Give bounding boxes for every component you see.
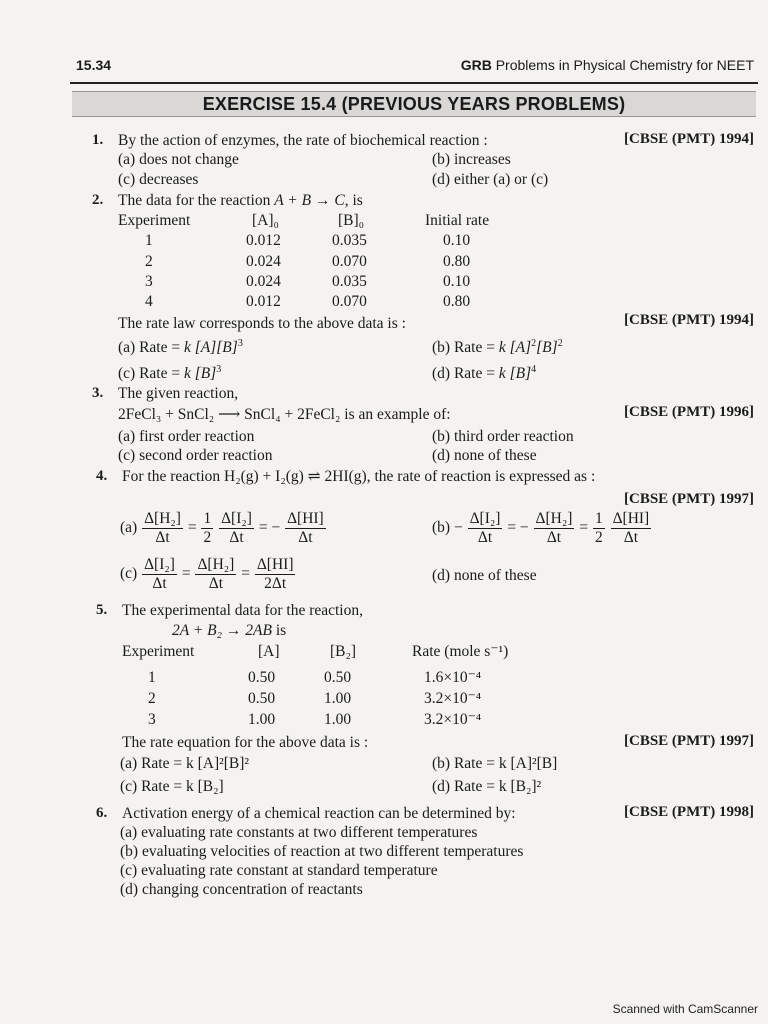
- q5-col-experiment: Experiment: [122, 643, 195, 660]
- q4-option-c: (c) $\frac{\text{Δ[I₂]}}{\Delta t}$ = $\frac{\text{Δ[H₂]}}{\Delta t}$ = $\frac{\Delta[HI]}{2\Delta t}$: [120, 556, 294, 592]
- q5-col-b2: [B₂]: [330, 643, 357, 660]
- q5-cell: 2: [148, 690, 156, 707]
- q3-number: 3.: [92, 385, 104, 401]
- q5-cell: 1.00: [248, 711, 276, 728]
- q6-option-a: (a) evaluating rate constants at two different temperatures: [120, 824, 478, 841]
- q5-cell: 3.2×10⁻⁴: [424, 690, 482, 707]
- q2-option-c: (c) Rate = k $[B]^3$: [118, 364, 222, 382]
- q2-stem: The rate law corresponds to the above data is :: [118, 315, 406, 332]
- q1-option-d: (d) either (a) or (c): [432, 171, 549, 188]
- q6-option-c: (c) evaluating rate constant at standard temperature: [120, 862, 438, 879]
- q2-cell: 3: [145, 273, 153, 290]
- q2-col-rate: Initial rate: [425, 212, 490, 229]
- q2-cell: 0.80: [443, 293, 471, 310]
- q1-number: 1.: [92, 132, 104, 148]
- q2-cell: 0.80: [443, 253, 471, 270]
- q2-cell: 0.024: [246, 253, 281, 270]
- q3-text: The given reaction,: [118, 385, 239, 402]
- q3-option-d: (d) none of these: [432, 447, 537, 464]
- q5-stem: The rate equation for the above data is :: [122, 734, 369, 751]
- q5-cell: 1.00: [324, 711, 352, 728]
- q5-option-a: (a) Rate = k [A]²[B]²: [120, 755, 250, 772]
- q5-cell: 0.50: [324, 669, 352, 686]
- q2-cell: 0.012: [246, 293, 281, 310]
- q2-cell: 4: [145, 293, 153, 310]
- q1-option-b: (b) increases: [432, 151, 511, 168]
- q3-equation: 2FeCl₃ + SnCl₂ ⟶ SnCl₄ + 2FeCl₂ is an example of:: [118, 406, 451, 423]
- q2-number: 2.: [92, 192, 104, 208]
- q2-cell: 1: [145, 232, 153, 249]
- q5-col-rate: Rate (mole s⁻¹): [412, 643, 509, 660]
- page-header: [76, 55, 754, 83]
- q2-option-b: (b) Rate = k $[A]^2[B]^2$: [432, 338, 563, 356]
- q2-option-a: (a) Rate = k $[A][B]^3$: [118, 338, 243, 356]
- q4-option-a: (a) $\frac{\text{Δ[H₂]}}{\Delta t}$ = $\frac{1}{2}$ $\frac{\text{Δ[I₂]}}{\Delta t}$ = − $\frac{\Delta[HI]}{\Delta t}$: [120, 510, 324, 546]
- q2-cell: 0.070: [332, 253, 367, 270]
- q5-cell: 3: [148, 711, 156, 728]
- q2-cell: 0.012: [246, 232, 281, 249]
- q6-text: Activation energy of a chemical reaction can be determined by:: [122, 805, 516, 822]
- q2-source: [CBSE (PMT) 1994]: [624, 312, 754, 328]
- q4-source: [CBSE (PMT) 1997]: [624, 491, 754, 507]
- q2-cell: 0.10: [443, 273, 471, 290]
- q3-option-a: (a) first order reaction: [118, 428, 255, 445]
- q6-option-b: (b) evaluating velocities of reaction at two different temperatures: [120, 843, 524, 860]
- header-rule: [70, 82, 758, 84]
- scanner-watermark: Scanned with CamScanner: [612, 1002, 758, 1016]
- q5-option-d: (d) Rate = k [B₂]²: [432, 778, 542, 795]
- q5-cell: 3.2×10⁻⁴: [424, 711, 482, 728]
- q3-option-c: (c) second order reaction: [118, 447, 273, 464]
- q5-number: 5.: [96, 602, 108, 618]
- q5-cell: 1: [148, 669, 156, 686]
- q2-cell: 0.035: [332, 232, 367, 249]
- q5-text: The experimental data for the reaction,: [122, 602, 363, 619]
- q3-source: [CBSE (PMT) 1996]: [624, 404, 754, 420]
- q5-cell: 1.6×10⁻⁴: [424, 669, 482, 686]
- q5-cell: 0.50: [248, 669, 276, 686]
- q2-option-d: (d) Rate = k $[B]^4$: [432, 364, 537, 382]
- q2-cell: 0.035: [332, 273, 367, 290]
- q1-text: By the action of enzymes, the rate of biochemical reaction :: [118, 132, 488, 149]
- q6-option-d: (d) changing concentration of reactants: [120, 881, 363, 898]
- q3-option-b: (b) third order reaction: [432, 428, 574, 445]
- q4-number: 4.: [96, 468, 108, 484]
- exercise-title: EXERCISE 15.4 (PREVIOUS YEARS PROBLEMS): [72, 91, 756, 117]
- q1-source: [CBSE (PMT) 1994]: [624, 131, 754, 147]
- q6-source: [CBSE (PMT) 1998]: [624, 804, 754, 820]
- page-number: 15.34: [76, 57, 112, 73]
- q1-option-c: (c) decreases: [118, 171, 199, 188]
- q2-text: The data for the reaction A + B → C, is: [118, 192, 363, 209]
- q4-option-d: (d) none of these: [432, 567, 537, 584]
- q4-option-b: (b) − $\frac{\text{Δ[I₂]}}{\Delta t}$ = − $\frac{\text{Δ[H₂]}}{\Delta t}$ = $\frac{1}{2}$ $\frac{\Delta[HI]}{\Delta t}$: [432, 510, 650, 546]
- q2-col-b0: [B]₀: [338, 212, 365, 229]
- q5-cell: 0.50: [248, 690, 276, 707]
- q5-col-a: [A]: [258, 643, 280, 660]
- q2-cell: 2: [145, 253, 153, 270]
- q2-cell: 0.10: [443, 232, 471, 249]
- book-title: GRB Problems in Physical Chemistry for NEET: [460, 57, 754, 73]
- q5-cell: 1.00: [324, 690, 352, 707]
- q5-option-b: (b) Rate = k [A]²[B]: [432, 755, 558, 772]
- q5-reaction: 2A + B₂ → 2AB is: [172, 622, 287, 639]
- q5-source: [CBSE (PMT) 1997]: [624, 733, 754, 749]
- q2-col-a0: [A]₀: [252, 212, 279, 229]
- q2-cell: 0.070: [332, 293, 367, 310]
- q2-col-experiment: Experiment: [118, 212, 191, 229]
- q4-text: For the reaction H₂(g) + I₂(g) ⇌ 2HI(g), the rate of reaction is expressed as :: [122, 468, 596, 485]
- q5-option-c: (c) Rate = k [B₂]: [120, 778, 224, 795]
- q2-cell: 0.024: [246, 273, 281, 290]
- q1-option-a: (a) does not change: [118, 151, 239, 168]
- q6-number: 6.: [96, 805, 108, 821]
